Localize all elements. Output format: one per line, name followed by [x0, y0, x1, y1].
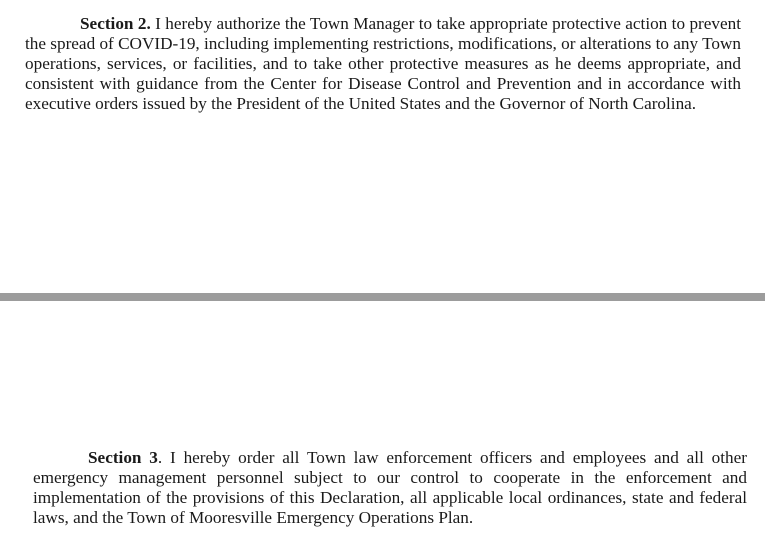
- section-3-text: . I hereby order all Town law enforcement officers and employees and all other emergency management personnel subject to our control to cooperate in the enforcement and implementation of the provisions of this Declaration, all applicable local ordinances, state and federal laws, and the Town of Mooresville Emergency Operations Plan.: [33, 448, 747, 527]
- section-2-paragraph: [25, 14, 741, 114]
- section-2-heading: Section 2.: [80, 14, 151, 33]
- page-divider: [0, 293, 765, 301]
- section-3-paragraph: [33, 448, 747, 528]
- section-3-heading: Section 3: [88, 448, 158, 467]
- section-2-text: I hereby authorize the Town Manager to take appropriate protective action to prevent the spread of COVID-19, including implementing restrictions, modifications, or alterations to any Town operations, services, or facilities, and to take other protective measures as he deems appropriate, and consistent with guidance from the Center for Disease Control and Prevention and in accordance with executive orders issued by the President of the United States and the Governor of North Carolina.: [25, 14, 741, 113]
